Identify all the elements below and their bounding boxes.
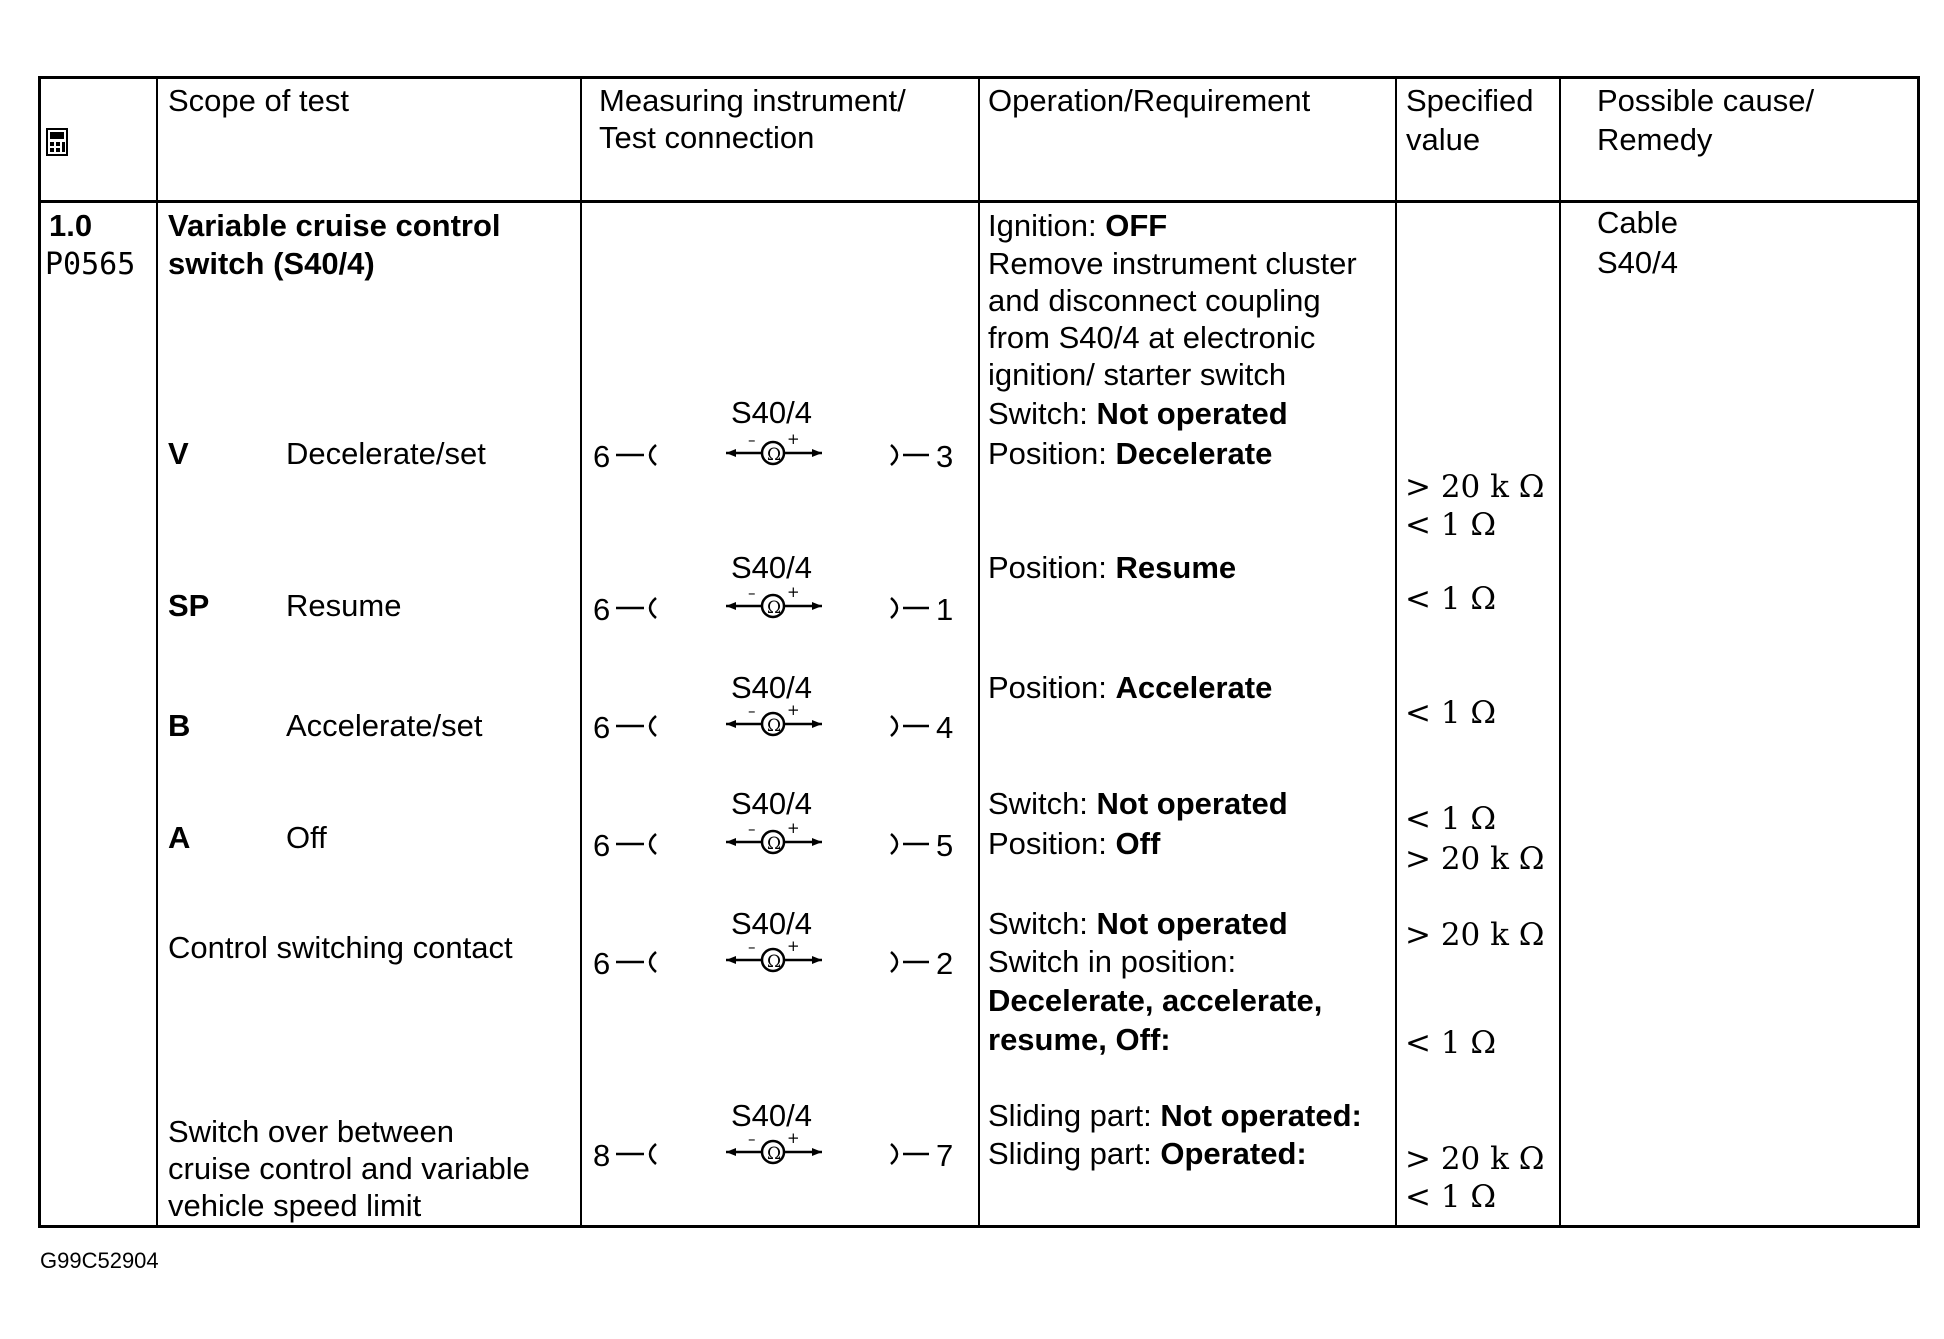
operation-requirement: Position: Accelerate — [988, 670, 1273, 705]
specified-value: > 20 k Ω — [1405, 917, 1545, 953]
component-label: S40/4 — [731, 670, 813, 705]
connector-right-icon — [889, 588, 933, 628]
component-label: S40/4 — [731, 786, 813, 821]
fault-code: P0565 — [45, 247, 136, 282]
ohmmeter-icon — [724, 431, 836, 471]
column-divider — [1559, 79, 1561, 1225]
operation-requirement: Position: Off — [988, 826, 1161, 861]
row-label: Accelerate/set — [286, 708, 483, 743]
row-code: B — [168, 708, 191, 743]
pin-right: 4 — [936, 710, 954, 745]
connector-right-icon — [889, 824, 933, 864]
specified-value: > 20 k Ω — [1405, 841, 1545, 877]
connector-right-icon — [889, 942, 933, 982]
pin-left: 6 — [593, 946, 611, 981]
pin-left: 8 — [593, 1138, 611, 1173]
connector-right-icon — [889, 706, 933, 746]
cause-cable: Cable — [1597, 205, 1678, 240]
connector-right-icon — [889, 435, 933, 475]
column-divider — [978, 79, 980, 1225]
row-label: vehicle speed limit — [168, 1188, 422, 1223]
specified-value: < 1 Ω — [1405, 1179, 1497, 1215]
operation-requirement: Switch: Not operated — [988, 906, 1288, 941]
connector-left-icon — [616, 942, 660, 982]
column-divider — [156, 79, 158, 1225]
pin-right: 7 — [936, 1138, 954, 1173]
operation-requirement: Position: Resume — [988, 550, 1237, 585]
connector-left-icon — [616, 706, 660, 746]
pin-right: 3 — [936, 439, 954, 474]
row-label: cruise control and variable — [168, 1151, 530, 1186]
connector-left-icon — [616, 588, 660, 628]
instruction-line: Remove instrument cluster — [988, 246, 1357, 281]
cause-component: S40/4 — [1597, 245, 1679, 280]
column-divider — [1395, 79, 1397, 1225]
operation-requirement: Decelerate, accelerate, — [988, 983, 1323, 1018]
row-label: Switch over between — [168, 1114, 455, 1149]
operation-requirement: Sliding part: Not operated: — [988, 1098, 1362, 1133]
test-number: 1.0 — [49, 208, 93, 243]
component-label: S40/4 — [731, 1098, 813, 1133]
header-specified-2: value — [1406, 122, 1481, 157]
specified-value: < 1 Ω — [1405, 507, 1497, 543]
ignition-requirement: Ignition: OFF — [988, 208, 1168, 243]
pin-right: 5 — [936, 828, 954, 863]
pin-left: 6 — [593, 828, 611, 863]
operation-requirement: Switch in position: — [988, 944, 1237, 979]
connector-left-icon — [616, 1134, 660, 1174]
pin-left: 6 — [593, 592, 611, 627]
header-cause-2: Remedy — [1597, 122, 1713, 157]
ohmmeter-icon — [724, 584, 836, 624]
pin-left: 6 — [593, 710, 611, 745]
ohmmeter-icon — [724, 938, 836, 978]
pin-right: 1 — [936, 592, 954, 627]
connector-left-icon — [616, 435, 660, 475]
component-label: S40/4 — [731, 906, 813, 941]
specified-value: > 20 k Ω — [1405, 1141, 1545, 1177]
row-label: Resume — [286, 588, 402, 623]
row-code: SP — [168, 588, 210, 623]
row-label: Decelerate/set — [286, 436, 486, 471]
operation-requirement: Sliding part: Operated: — [988, 1136, 1307, 1171]
operation-requirement: Switch: Not operated — [988, 786, 1288, 821]
component-label: S40/4 — [731, 550, 813, 585]
row-label: Off — [286, 820, 327, 855]
header-divider — [41, 200, 1917, 203]
component-label: S40/4 — [731, 395, 813, 430]
row-code: A — [168, 820, 191, 855]
connector-left-icon — [616, 824, 660, 864]
operation-requirement: Position: Decelerate — [988, 436, 1273, 471]
specified-value: < 1 Ω — [1405, 581, 1497, 617]
pin-left: 6 — [593, 439, 611, 474]
diagnostic-test-table — [38, 76, 1920, 1228]
header-scope: Scope of test — [168, 83, 349, 118]
row-label: Control switching contact — [168, 930, 513, 965]
test-title-line-2: switch (S40/4) — [168, 246, 375, 281]
switch-requirement: Switch: Not operated — [988, 396, 1288, 431]
ohmmeter-icon — [724, 820, 836, 860]
ohmmeter-icon — [724, 1130, 836, 1170]
column-divider — [580, 79, 582, 1225]
header-cause-1: Possible cause/ — [1597, 83, 1815, 118]
ohmmeter-icon — [724, 702, 836, 742]
header-specified-1: Specified — [1406, 83, 1534, 118]
specified-value: < 1 Ω — [1405, 1025, 1497, 1061]
pin-right: 2 — [936, 946, 954, 981]
header-measuring-2: Test connection — [599, 120, 815, 155]
header-measuring-1: Measuring instrument/ — [599, 83, 906, 118]
test-title-line-1: Variable cruise control — [168, 208, 501, 243]
specified-value: < 1 Ω — [1405, 801, 1497, 837]
connector-right-icon — [889, 1134, 933, 1174]
instruction-line: ignition/ starter switch — [988, 357, 1287, 392]
figure-code: G99C52904 — [40, 1248, 159, 1273]
specified-value: < 1 Ω — [1405, 695, 1497, 731]
header-operation: Operation/Requirement — [988, 83, 1311, 118]
tester-icon — [45, 127, 71, 157]
instruction-line: and disconnect coupling — [988, 283, 1321, 318]
operation-requirement: resume, Off: — [988, 1022, 1171, 1057]
instruction-line: from S40/4 at electronic — [988, 320, 1316, 355]
specified-value: > 20 k Ω — [1405, 469, 1545, 505]
row-code: V — [168, 436, 189, 471]
